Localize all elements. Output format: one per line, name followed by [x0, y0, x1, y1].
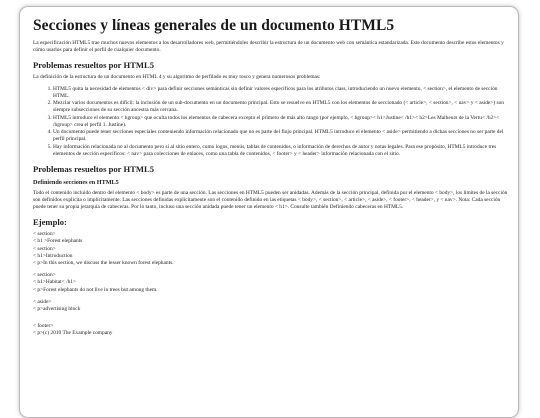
code-line: < section>	[33, 272, 56, 279]
section2-heading: Problemas resueltos por HTML5	[33, 163, 155, 174]
document-content	[20, 7, 518, 338]
code-line: < aside>	[33, 298, 52, 305]
problems-list	[33, 86, 509, 158]
document-card	[19, 6, 519, 418]
code-line: < p>Forest elephants do not live in trees but among them.	[33, 286, 158, 293]
section1-paragraph: La definición de la estructura de un documento en HTML 4 y su algoritmo de perfilado es muy tosco y genera numerosos problemas:	[33, 74, 321, 81]
section2-paragraph: Todo el contenido incluido dentro del elemento < body> es parte de una sección. Las secciones en HTML5 pueden ser anidadas. Además de la sección principal, definida por el elemento < body>, los límites de la sección son definidos explícita o implícitamente. Las secciones definidas explícitamente son el contenido definido en las etiquetas < body>, < section>, < article>, < aside>, < footer>, < header>, y < nav>. Nota: Cada sección puede tener su propia jerarquía de cabeceras. Por lo tanto, incluso una sección anidada puede tener un elemento < h1>. Consulte también Definiendo cabeceras en HTML5.	[33, 189, 508, 211]
code-line: < p>advertising block	[33, 306, 81, 313]
section2-subheading: Definiendo secciones en HTML5	[33, 178, 119, 186]
list-item: 5. Hay información relacionada no al documento pero sí al sitio entero, como logos, menús, tablas de contenidos, o información de derechos de autor y notas legales. Para ese propósito, HTML5 introduce tres elementos de sección específicos: < nav> para colecciones de enlaces, como una tabla de contenidos, < footer> y < header> información relacionada con el sitio.	[53, 144, 509, 158]
code-line: < h1 >Forest elephants	[33, 238, 83, 245]
code-line: < p>In this section, we discuss the lesser known forest elephants.	[33, 260, 174, 267]
code-line: < h1>Introduction	[33, 252, 73, 259]
code-block-2	[33, 272, 509, 294]
code-block-4	[33, 323, 509, 337]
code-line: < footer>	[33, 323, 54, 330]
intro-paragraph: La especificación HTML5 trae muchos nuevos elementos a los desarrolladores web, permitiéndoles describir la estructura de un documento web con semántica estandarizada. Este documento describe estos elementos y cómo usarlos para definir el perfil de cualquier documento.	[33, 40, 504, 54]
code-line: < p>(c) 2010 The Example company	[33, 330, 113, 337]
example-heading: Ejemplo:	[33, 217, 67, 228]
code-line: < h1>Habitat< /h1>	[33, 279, 77, 286]
page-title: Secciones y líneas generales de un documento HTML5	[33, 17, 395, 34]
code-block-3	[33, 299, 509, 313]
code-line: < section>	[33, 231, 56, 238]
list-item: 4. Un documento puede tener secciones especiales conteniendo información relacionado que no es parte del flujo principal. HTML5 introduce el elemento < aside> permitiendo a dichas secciones no ser parte del perfil principal.	[53, 129, 509, 143]
list-item: 2. Mezclar varios documentos es difícil: la inclusión de un sub-documento en un documento principal. Esto se resuelve en HTML5 con los elementos de seccionado (< article>, < section>, < nav> y < aside>) son siempre subsecciones de su sección ancestra más cercana.	[53, 100, 509, 114]
code-block-1	[33, 231, 509, 267]
section1-heading: Problemas resueltos por HTML5	[33, 60, 155, 71]
list-item: 3. HTML5 introduce el elemento < hgroup> que oculta todos los elementos de cabecera excepto el primero de más alto rango (por ejemplo, < hgroup>< h1>Justine< /h1>< h2>Les Malheurs de la Vertu< /h2>< /hgroup> crea el perfil 1. Justine).	[53, 115, 509, 129]
code-line: < section>	[33, 245, 56, 252]
list-item: 1. HTML5 quita la necesidad de elementos < div> para definir secciones semánticas sin definir valores específicos para los atributos class, introduciendo un nuevo elemento, < section>, el elemento de sección HTML.	[53, 86, 509, 100]
